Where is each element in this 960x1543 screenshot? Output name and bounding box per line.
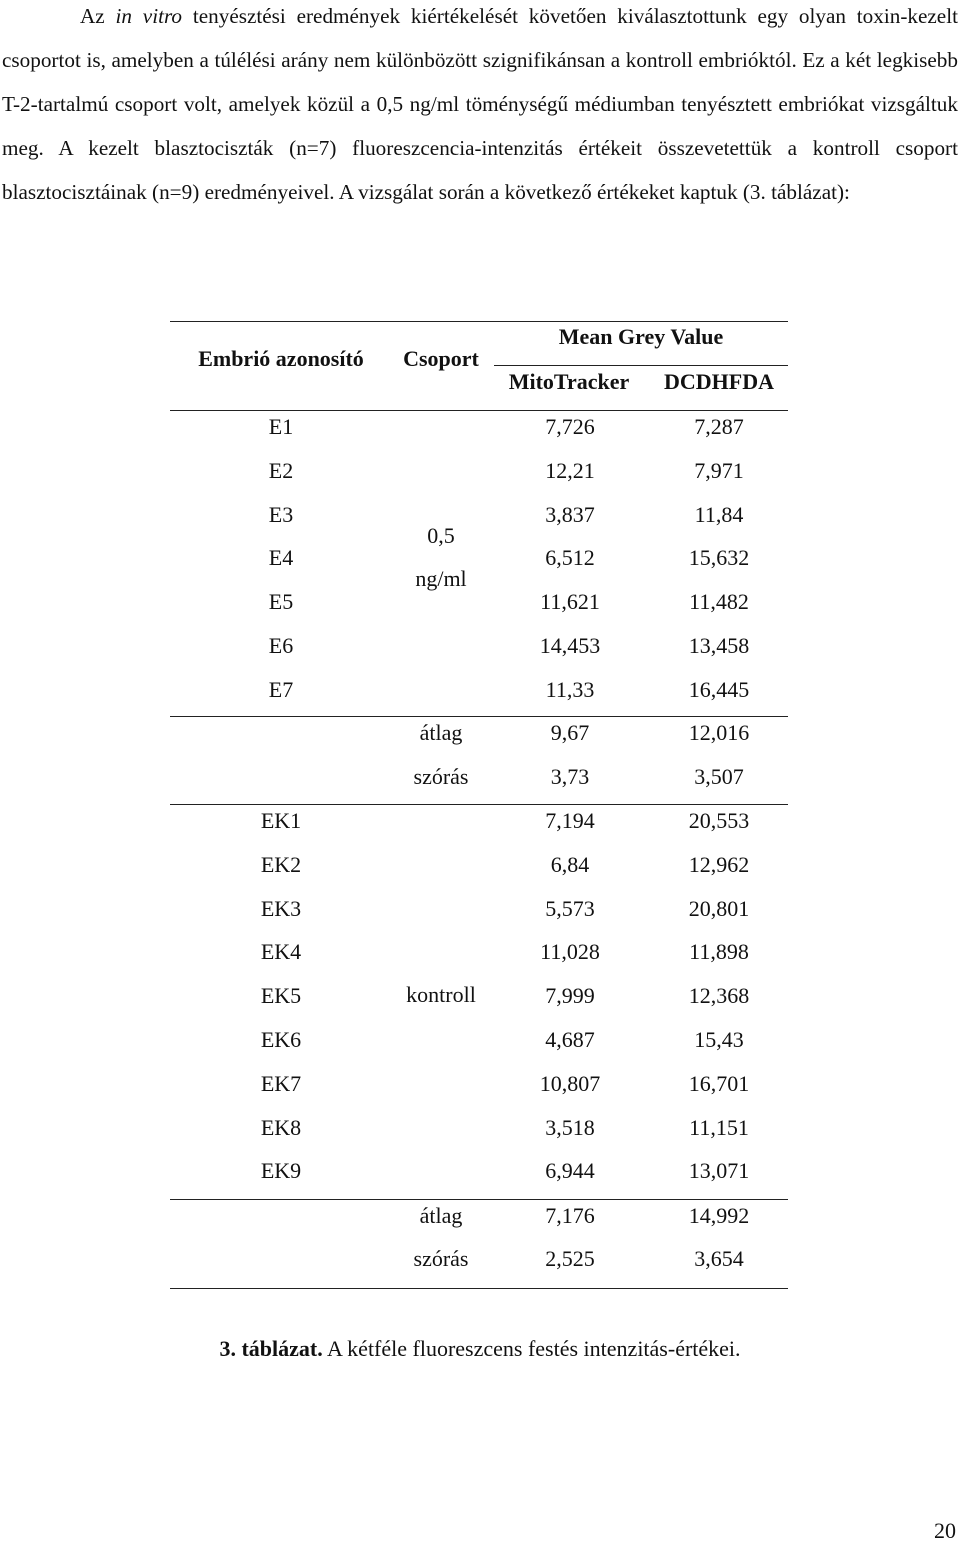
- treated-row-4-id: E4: [268, 545, 294, 571]
- control-row-5-dcdhfda: 12,368: [688, 983, 750, 1009]
- control-row-7-mitotracker: 10,807: [539, 1070, 601, 1096]
- control-row-5-mitotracker: 7,999: [545, 983, 595, 1009]
- control-row-8-mitotracker: 3,518: [545, 1114, 595, 1140]
- treated-mean-row-label: átlag: [419, 720, 463, 745]
- treated-row-5-mitotracker: 11,621: [540, 589, 600, 615]
- treated-row-1-id: E1: [268, 414, 294, 439]
- control-row-3-id: EK3: [260, 895, 302, 921]
- control-mean-row-dcdhfda: 14,992: [688, 1203, 750, 1228]
- control-row-2-dcdhfda: 12,962: [688, 851, 750, 877]
- treated-row-4-dcdhfda: 15,632: [688, 545, 750, 571]
- table-subheader-rule: [494, 365, 788, 366]
- control-row-6-mitotracker: 4,687: [545, 1027, 595, 1052]
- table-header-rule: [170, 410, 788, 411]
- treated-row-4-mitotracker: 6,512: [545, 545, 595, 571]
- paragraph-text: tenyésztési eredmények kiértékelését követően kiválasztottunk egy olyan toxin-kezelt csoportot is, amelyben a túlélési arány nem különbözött szignifikánsan a kontroll embrióktól. Ez a két legkisebb T-2-tartalmú csoport volt, amelyek közül a 0,5 ng/ml töménységű médiumban tenyésztett embriókat vizsgáltuk meg. A kezelt blasztociszták (n=7) fluoreszcencia-intenzitás értékeit összevetettük a kontroll csoport blasztocisztáinak (n=9) eredményeivel. A vizsgálat során a következő értékeket kaptuk (3. táblázat):: [2, 4, 958, 204]
- control-sd-row-mitotracker: 2,525: [545, 1246, 595, 1271]
- control-mean-row-mitotracker: 7,176: [545, 1203, 595, 1228]
- header-mitotracker: MitoTracker: [508, 369, 630, 394]
- treated-row-3-mitotracker: 3,837: [545, 501, 595, 527]
- control-row-8-dcdhfda: 11,151: [689, 1114, 749, 1140]
- control-sd-row-dcdhfda: 3,654: [694, 1246, 744, 1271]
- control-sd-row-label: szórás: [413, 1246, 469, 1271]
- control-row-6-dcdhfda: 15,43: [694, 1027, 744, 1052]
- header-group: Csoport: [403, 346, 479, 371]
- control-row-4-id: EK4: [260, 939, 302, 965]
- control-row-1-dcdhfda: 20,553: [688, 808, 750, 833]
- control-row-9-mitotracker: 6,944: [545, 1158, 595, 1184]
- caption-text: A kétféle fluoreszcens festés intenzitás-értékei.: [322, 1336, 741, 1361]
- control-mean-row-label: átlag: [419, 1203, 463, 1228]
- treated-row-5-dcdhfda: 11,482: [689, 589, 749, 615]
- control-row-3-dcdhfda: 20,801: [688, 895, 750, 921]
- table-bottom-rule: [170, 1288, 788, 1289]
- treated-group-label-line1: 0,5: [427, 523, 455, 548]
- control-group-label: kontroll: [406, 982, 476, 1007]
- treated-row-2-mitotracker: 12,21: [545, 457, 595, 483]
- control-row-9-id: EK9: [260, 1158, 302, 1184]
- paragraph-lead: Az: [80, 4, 116, 28]
- treated-mean-row-dcdhfda: 12,016: [688, 720, 750, 745]
- table-caption: [210, 1334, 750, 1363]
- header-mean-grey-value: Mean Grey Value: [558, 324, 724, 349]
- treated-sd-row-label: szórás: [413, 764, 469, 789]
- caption-label: 3. táblázat.: [219, 1336, 323, 1361]
- treated-row-1-dcdhfda: 7,287: [694, 414, 744, 439]
- control-row-4-dcdhfda: 11,898: [689, 939, 749, 965]
- treated-row-7-dcdhfda: 16,445: [688, 676, 750, 702]
- treated-row-3-id: E3: [268, 501, 294, 527]
- control-row-4-mitotracker: 11,028: [540, 939, 600, 965]
- treated-group-label-line2: ng/ml: [415, 566, 467, 591]
- treated-row-7-mitotracker: 11,33: [545, 676, 595, 702]
- control-row-7-dcdhfda: 16,701: [688, 1070, 750, 1096]
- treated-sd-row-mitotracker: 3,73: [550, 764, 590, 789]
- control-row-1-id: EK1: [260, 808, 302, 833]
- control-row-8-id: EK8: [260, 1114, 302, 1140]
- control-row-9-dcdhfda: 13,071: [688, 1158, 750, 1184]
- treated-row-5-id: E5: [268, 589, 294, 615]
- control-row-5-id: EK5: [260, 983, 302, 1009]
- treated-row-6-mitotracker: 14,453: [539, 633, 601, 658]
- control-row-3-mitotracker: 5,573: [545, 895, 595, 921]
- treated-row-2-id: E2: [268, 457, 294, 483]
- treated-stats-rule: [170, 716, 788, 717]
- treated-mean-row-mitotracker: 9,67: [550, 720, 590, 745]
- control-row-1-mitotracker: 7,194: [545, 808, 595, 833]
- treated-row-3-dcdhfda: 11,84: [694, 501, 744, 527]
- treated-row-1-mitotracker: 7,726: [545, 414, 595, 439]
- control-row-6-id: EK6: [260, 1027, 302, 1052]
- header-embryo-id: Embrió azonosító: [198, 346, 364, 371]
- paragraph-italic: in vitro: [115, 4, 183, 28]
- treated-row-2-dcdhfda: 7,971: [694, 457, 744, 483]
- control-stats-rule: [170, 1199, 788, 1200]
- treated-end-rule: [170, 804, 788, 805]
- treated-sd-row-dcdhfda: 3,507: [694, 764, 744, 789]
- control-row-7-id: EK7: [260, 1070, 302, 1096]
- table-top-rule: [170, 321, 788, 322]
- page-number: 20: [934, 1518, 956, 1543]
- control-row-2-mitotracker: 6,84: [550, 851, 590, 877]
- control-row-2-id: EK2: [260, 851, 302, 877]
- treated-row-6-dcdhfda: 13,458: [688, 633, 750, 658]
- treated-row-7-id: E7: [268, 676, 294, 702]
- header-dcdhfda: DCDHFDA: [664, 369, 774, 394]
- treated-row-6-id: E6: [268, 633, 294, 658]
